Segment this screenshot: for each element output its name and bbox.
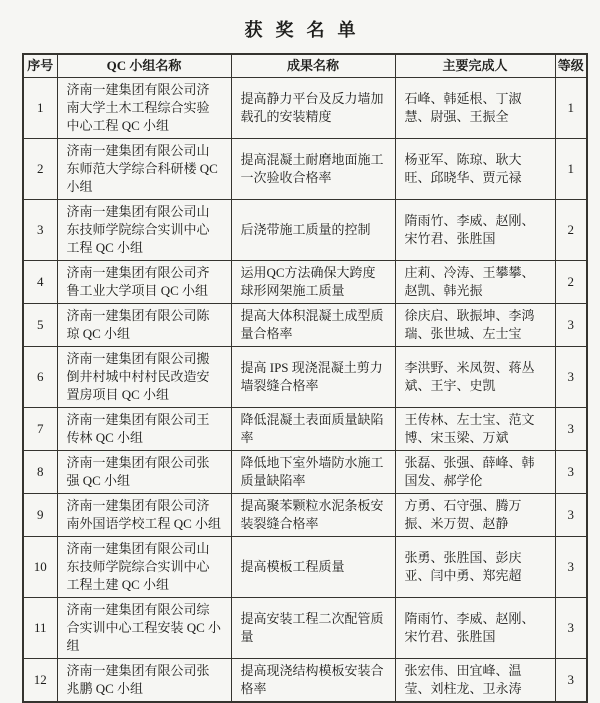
cell-group: 济南一建集团有限公司齐鲁工业大学项目 QC 小组 [57,261,231,304]
cell-index: 7 [23,408,57,451]
cell-grade: 3 [555,659,587,703]
cell-group: 济南一建集团有限公司济南大学土木工程综合实验中心工程 QC 小组 [57,78,231,139]
cell-contributors: 李洪野、米凤贺、蒋丛斌、王宇、史凯 [395,347,555,408]
table-row [23,537,587,598]
table-row [23,408,587,451]
cell-group: 济南一建集团有限公司陈琼 QC 小组 [57,304,231,347]
cell-grade: 1 [555,139,587,200]
award-table [22,53,588,703]
cell-grade: 3 [555,494,587,537]
cell-index: 4 [23,261,57,304]
cell-contributors: 张勇、张胜国、彭庆亚、闫中勇、郑宪超 [395,537,555,598]
cell-index: 12 [23,659,57,703]
cell-group: 济南一建集团有限公司张强 QC 小组 [57,451,231,494]
cell-group: 济南一建集团有限公司综合实训中心工程安装 QC 小组 [57,598,231,659]
cell-index: 3 [23,200,57,261]
cell-group: 济南一建集团有限公司王传林 QC 小组 [57,408,231,451]
cell-contributors: 隋雨竹、李威、赵刚、宋竹君、张胜国 [395,598,555,659]
cell-group: 济南一建集团有限公司张兆鹏 QC 小组 [57,659,231,703]
cell-contributors: 杨亚军、陈琼、耿大旺、邱晓华、贾元禄 [395,139,555,200]
cell-achievement: 后浇带施工质量的控制 [231,200,395,261]
cell-grade: 3 [555,347,587,408]
cell-contributors: 方勇、石守强、腾万振、米万贺、赵静 [395,494,555,537]
cell-group: 济南一建集团有限公司济南外国语学校工程 QC 小组 [57,494,231,537]
col-header-index: 序号 [23,54,57,78]
cell-contributors: 庄莉、冷涛、王攀攀、赵凯、韩光振 [395,261,555,304]
table-row [23,304,587,347]
cell-grade: 1 [555,78,587,139]
cell-achievement: 提高大体积混凝土成型质量合格率 [231,304,395,347]
table-row [23,200,587,261]
cell-grade: 3 [555,304,587,347]
cell-index: 5 [23,304,57,347]
cell-contributors: 张磊、张强、薛峰、韩国发、郝学伦 [395,451,555,494]
page-title: 获奖名单 [244,20,369,40]
cell-achievement: 降低混凝土表面质量缺陷率 [231,408,395,451]
cell-group: 济南一建集团有限公司搬倒井村城中村村民改造安置房项目 QC 小组 [57,347,231,408]
award-table-body [23,78,587,703]
table-row [23,494,587,537]
cell-contributors: 张宏伟、田宜峰、温莹、刘柱龙、卫永涛 [395,659,555,703]
cell-grade: 3 [555,537,587,598]
cell-group: 济南一建集团有限公司山东师范大学综合科研楼 QC 小组 [57,139,231,200]
table-row [23,451,587,494]
cell-achievement: 运用QC方法确保大跨度球形网架施工质量 [231,261,395,304]
table-row [23,139,587,200]
table-row [23,347,587,408]
col-header-grade: 等级 [555,54,587,78]
cell-grade: 3 [555,451,587,494]
cell-achievement: 提高静力平台及反力墙加载孔的安装精度 [231,78,395,139]
cell-achievement: 提高聚苯颗粒水泥条板安装裂缝合格率 [231,494,395,537]
cell-contributors: 徐庆启、耿振坤、李鸿瑞、张世城、左士宝 [395,304,555,347]
table-row [23,261,587,304]
cell-contributors: 王传林、左士宝、范文博、宋玉梁、万斌 [395,408,555,451]
col-header-achievement: 成果名称 [231,54,395,78]
cell-index: 11 [23,598,57,659]
cell-group: 济南一建集团有限公司山东技师学院综合实训中心工程 QC 小组 [57,200,231,261]
table-row [23,659,587,703]
cell-achievement: 提高 IPS 现浇混凝土剪力墙裂缝合格率 [231,347,395,408]
cell-achievement: 提高安装工程二次配管质量 [231,598,395,659]
header-row [23,54,587,78]
cell-achievement: 提高现浇结构模板安装合格率 [231,659,395,703]
cell-index: 2 [23,139,57,200]
cell-achievement: 降低地下室外墙防水施工质量缺陷率 [231,451,395,494]
cell-achievement: 提高混凝土耐磨地面施工一次验收合格率 [231,139,395,200]
cell-contributors: 石峰、韩延根、丁淑慧、尉强、王振全 [395,78,555,139]
table-row [23,598,587,659]
cell-index: 10 [23,537,57,598]
cell-achievement: 提高模板工程质量 [231,537,395,598]
cell-contributors: 隋雨竹、李威、赵刚、宋竹君、张胜国 [395,200,555,261]
table-row [23,78,587,139]
cell-index: 1 [23,78,57,139]
cell-grade: 2 [555,261,587,304]
cell-grade: 2 [555,200,587,261]
col-header-group: QC 小组名称 [57,54,231,78]
cell-index: 8 [23,451,57,494]
cell-group: 济南一建集团有限公司山东技师学院综合实训中心工程土建 QC 小组 [57,537,231,598]
cell-index: 6 [23,347,57,408]
cell-grade: 3 [555,408,587,451]
cell-index: 9 [23,494,57,537]
cell-grade: 3 [555,598,587,659]
col-header-contributors: 主要完成人 [395,54,555,78]
